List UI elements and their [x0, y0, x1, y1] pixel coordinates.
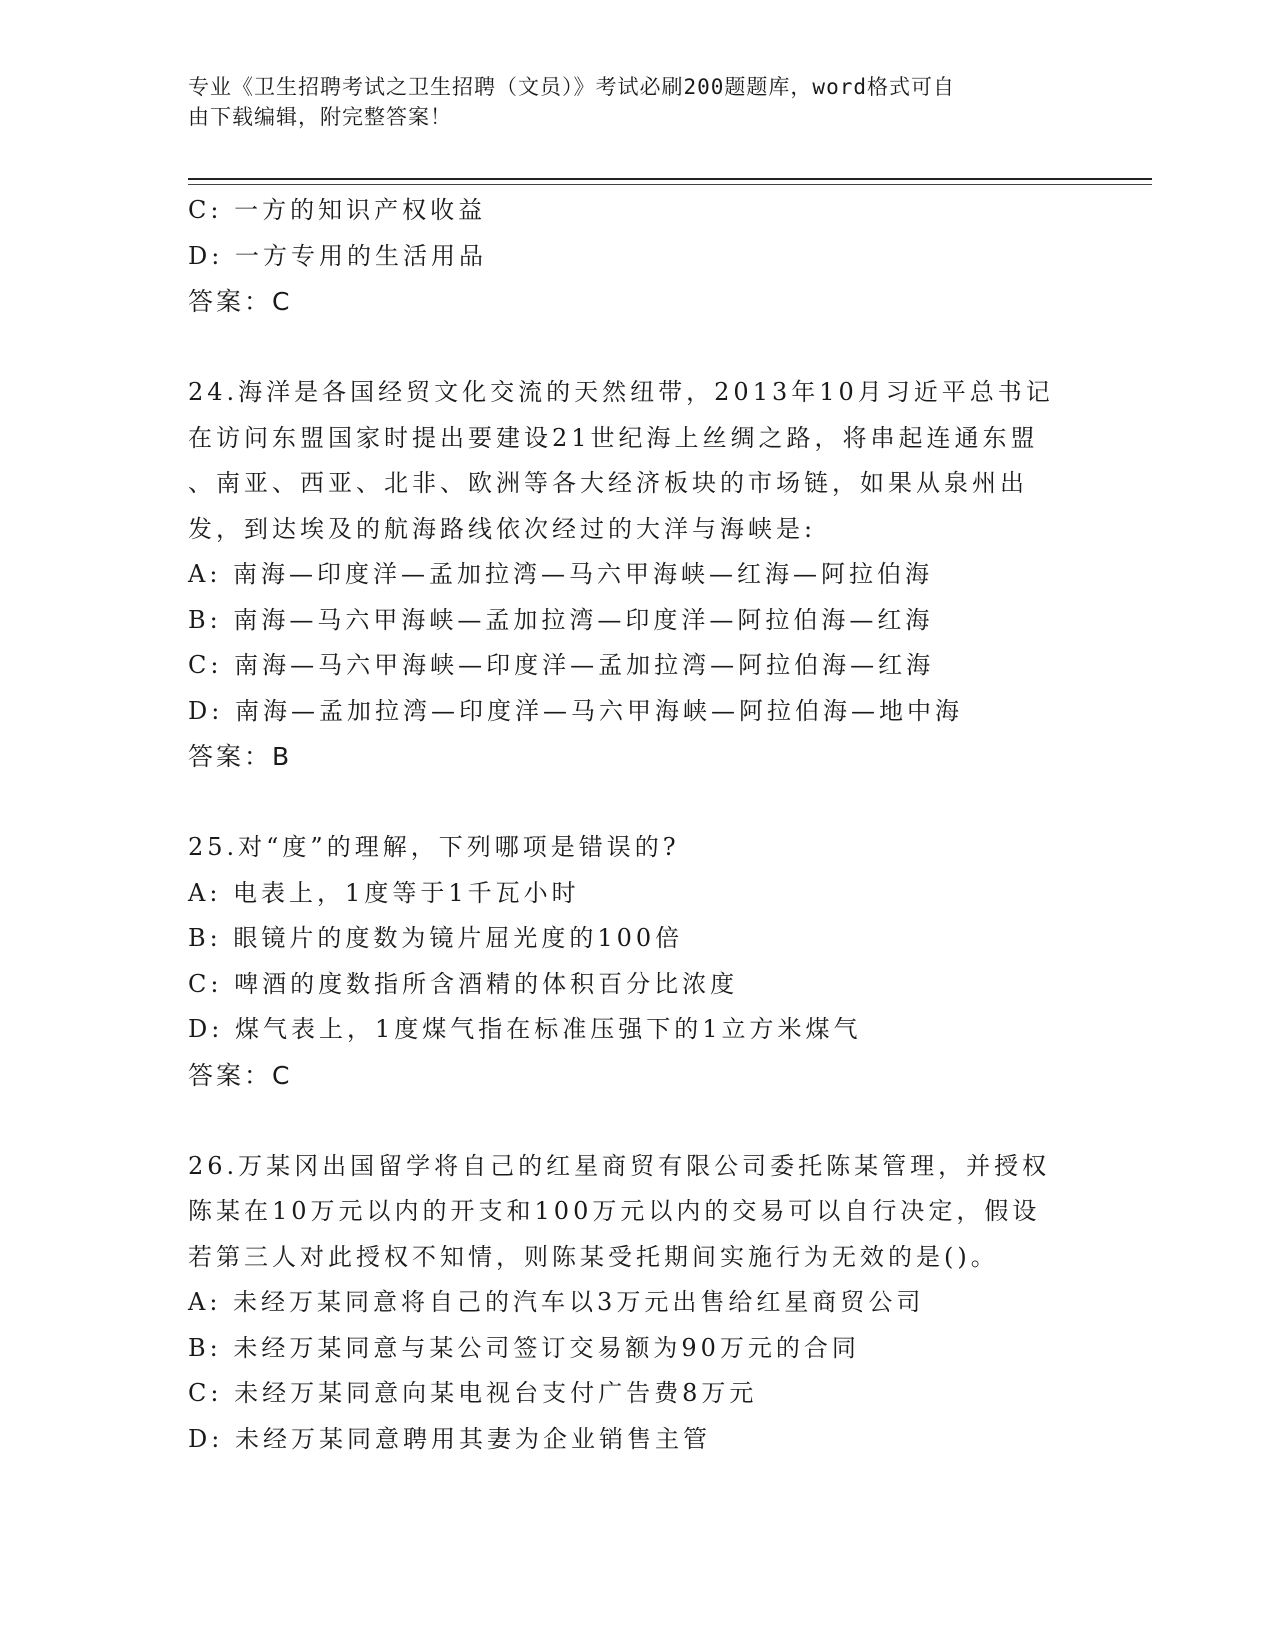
option-d: D: 南海—孟加拉湾—印度洋—马六甲海峡—阿拉伯海—地中海	[188, 696, 963, 725]
option-b: B: 未经万某同意与某公司签订交易额为90万元的合同	[188, 1333, 860, 1362]
spacer	[188, 325, 1088, 371]
question-stem-line: 在访问东盟国家时提出要建设21世纪海上丝绸之路，将串起连通东盟	[188, 423, 1039, 452]
option-a: A: 电表上，1度等于1千瓦小时	[188, 878, 580, 907]
header-divider-thick	[188, 178, 1152, 180]
question-23-continued	[188, 188, 1088, 325]
question-stem-line: 、南亚、西亚、北非、欧洲等各大经济板块的市场链，如果从泉州出	[188, 469, 1028, 497]
header-line-2: 由下载编辑，附完整答案！	[188, 105, 452, 129]
question-26	[188, 1144, 1088, 1463]
option-a: A: 未经万某同意将自己的汽车以3万元出售给红星商贸公司	[188, 1288, 925, 1316]
option-c: C: 啤酒的度数指所含酒精的体积百分比浓度	[188, 969, 739, 998]
option-d: D: 煤气表上，1度煤气指在标准压强下的1立方米煤气	[188, 1015, 862, 1043]
question-stem-line: 25.对“度”的理解，下列哪项是错误的?	[188, 833, 680, 861]
option-c: C: 未经万某同意向某电视台支付广告费8万元	[188, 1379, 758, 1407]
option-d: D: 未经万某同意聘用其妻为企业销售主管	[188, 1424, 711, 1453]
answer-line: 答案：B	[188, 742, 293, 771]
spacer	[188, 780, 1088, 826]
question-stem-line: 发，到达埃及的航海路线依次经过的大洋与海峡是:	[188, 514, 817, 543]
header-line-1: 专业《卫生招聘考试之卫生招聘（文员）》考试必刷200题题库，word格式可自	[188, 75, 955, 99]
question-25	[188, 825, 1088, 1098]
option-c: C: 南海—马六甲海峡—印度洋—孟加拉湾—阿拉伯海—红海	[188, 651, 935, 679]
question-stem-line: 26.万某冈出国留学将自己的红星商贸有限公司委托陈某管理，并授权	[188, 1151, 1051, 1180]
question-stem-line: 若第三人对此授权不知情，则陈某受托期间实施行为无效的是()。	[188, 1242, 999, 1271]
option-b: B: 眼镜片的度数为镜片屈光度的100倍	[188, 924, 684, 952]
option-c: C: 一方的知识产权收益	[188, 196, 487, 224]
question-stem-line: 24.海洋是各国经贸文化交流的天然纽带，2013年10月习近平总书记	[188, 378, 1054, 406]
option-d: D: 一方专用的生活用品	[188, 241, 487, 270]
answer-line: 答案：C	[188, 287, 293, 316]
header-divider-thin	[188, 184, 1152, 185]
option-b: B: 南海—马六甲海峡—孟加拉湾—印度洋—阿拉伯海—红海	[188, 605, 934, 634]
question-24	[188, 370, 1088, 780]
option-a: A: 南海—印度洋—孟加拉湾—马六甲海峡—红海—阿拉伯海	[188, 560, 934, 588]
document-header	[188, 72, 1068, 132]
question-stem-line: 陈某在10万元以内的开支和100万元以内的交易可以自行决定，假设	[188, 1197, 1041, 1225]
spacer	[188, 1098, 1088, 1144]
answer-line: 答案：C	[188, 1060, 293, 1090]
question-content	[188, 188, 1088, 1462]
